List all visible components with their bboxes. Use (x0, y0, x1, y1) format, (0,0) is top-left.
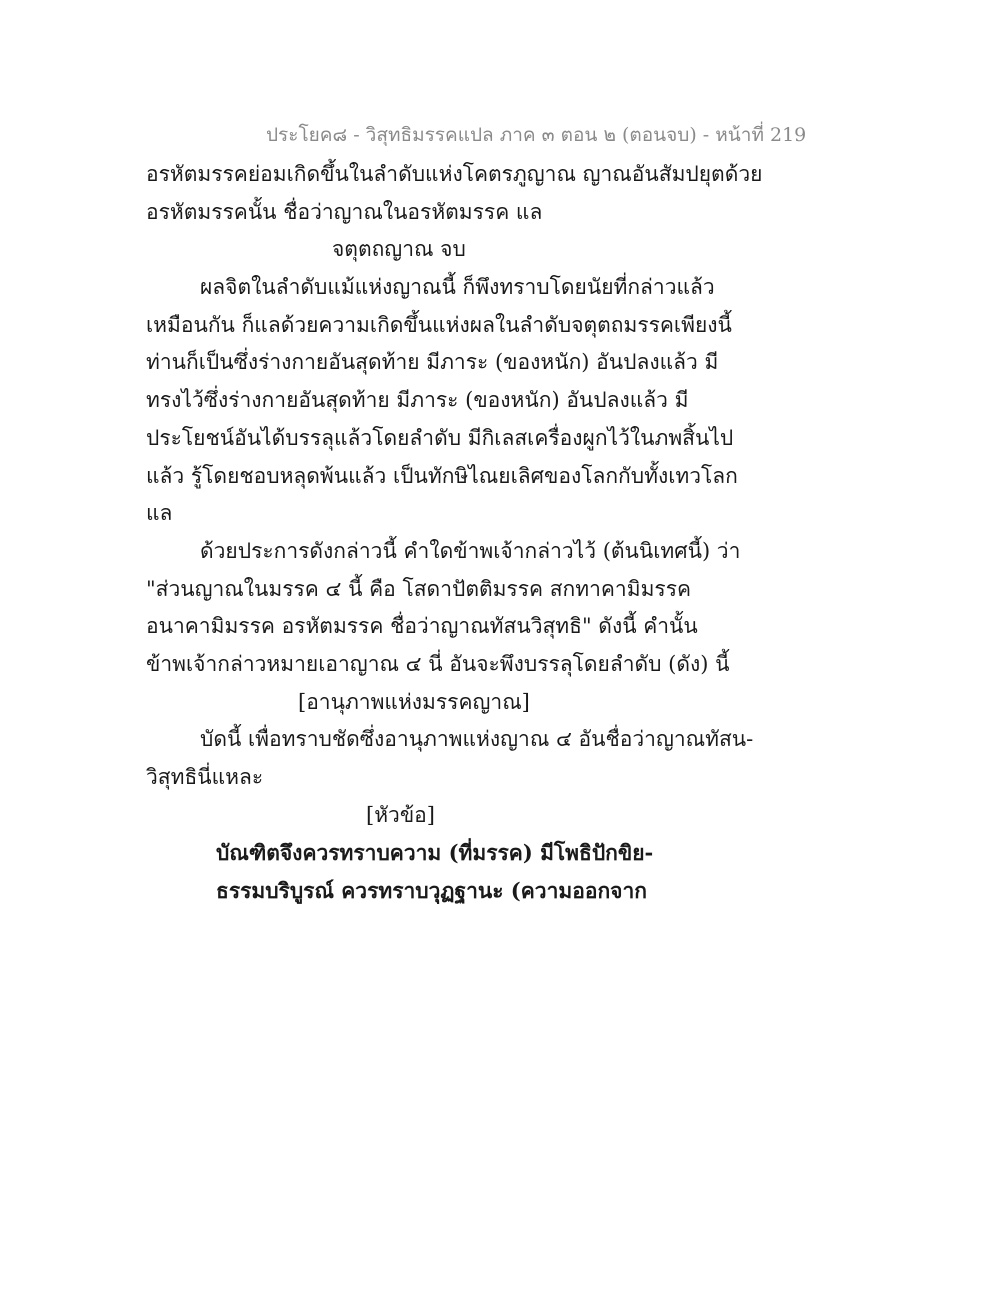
text-line: ท่านก็เป็นซึ่งร่างกายอันสุดท้าย มีภาระ (ของหนัก) อันปลงแล้ว มี (146, 350, 719, 375)
section-end-heading: จตุตถญาณ จบ (332, 237, 466, 262)
text-line: วิสุทธินี่แหละ (146, 765, 264, 789)
paragraph-start: ด้วยประการดังกล่าวนี้ คำใดข้าพเจ้ากล่าวไว้ (ต้นนิเทศนี้) ว่า (200, 538, 741, 563)
text-line: แล้ว รู้โดยชอบหลุดพ้นแล้ว เป็นทักษิไณยเลิศของโลกกับทั้งเทวโลก (146, 463, 738, 488)
text-line: ทรงไว้ซึ่งร่างกายอันสุดท้าย มีภาระ (ของหนัก) อันปลงแล้ว มี (146, 388, 689, 413)
text-line: "ส่วนญาณในมรรค ๔ นี้ คือ โสดาปัตติมรรค สกทาคามิมรรค (146, 576, 692, 601)
paragraph-start: ผลจิตในลำดับแม้แห่งญาณนี้ ก็พึงทราบโดยนัยที่กล่าวแล้ว (200, 275, 715, 300)
text-line: อรหัตมรรคนั้น ชื่อว่าญาณในอรหัตมรรค แล (146, 199, 543, 224)
text-line: แล (146, 501, 173, 526)
text-line: ประโยชน์อันได้บรรลุแล้วโดยลำดับ มีกิเลสเครื่องผูกไว้ในภพสิ้นไป (146, 425, 734, 450)
paragraph-start: บัดนี้ เพื่อทราบชัดซึ่งอานุภาพแห่งญาณ ๔ อันชื่อว่าญาณทัสน- (200, 727, 754, 752)
subsection-heading: [หัวข้อ] (366, 802, 435, 827)
text-line: อนาคามิมรรค อรหัตมรรค ชื่อว่าญาณทัสนวิสุทธิ" ดังนี้ คำนั้น (146, 614, 698, 639)
verse-line: ธรรมบริบูรณ์ ควรทราบวุฏฐานะ (ความออกจาก (216, 878, 647, 904)
running-header: ประโยค๘ - วิสุทธิมรรคแปล ภาค ๓ ตอน ๒ (ตอนจบ) - หน้าที่ 219 (266, 124, 807, 146)
body-text (146, 156, 763, 910)
text-line: ข้าพเจ้ากล่าวหมายเอาญาณ ๔ นี่ อันจะพึงบรรลุโดยลำดับ (ดัง) นี้ (146, 651, 730, 676)
verse-line: บัณฑิตจึงควรทราบความ (ที่มรรค) มีโพธิปักขิย- (216, 840, 654, 866)
text-line: เหมือนกัน ก็แลด้วยความเกิดขึ้นแห่งผลในลำดับจตุตถมรรคเพียงนี้ (146, 312, 732, 337)
section-heading: [อานุภาพแห่งมรรคญาณ] (298, 689, 530, 714)
text-line: อรหัตมรรคย่อมเกิดขึ้นในลำดับแห่งโคตรภูญาณ ญาณอันสัมปยุตด้วย (146, 162, 763, 186)
